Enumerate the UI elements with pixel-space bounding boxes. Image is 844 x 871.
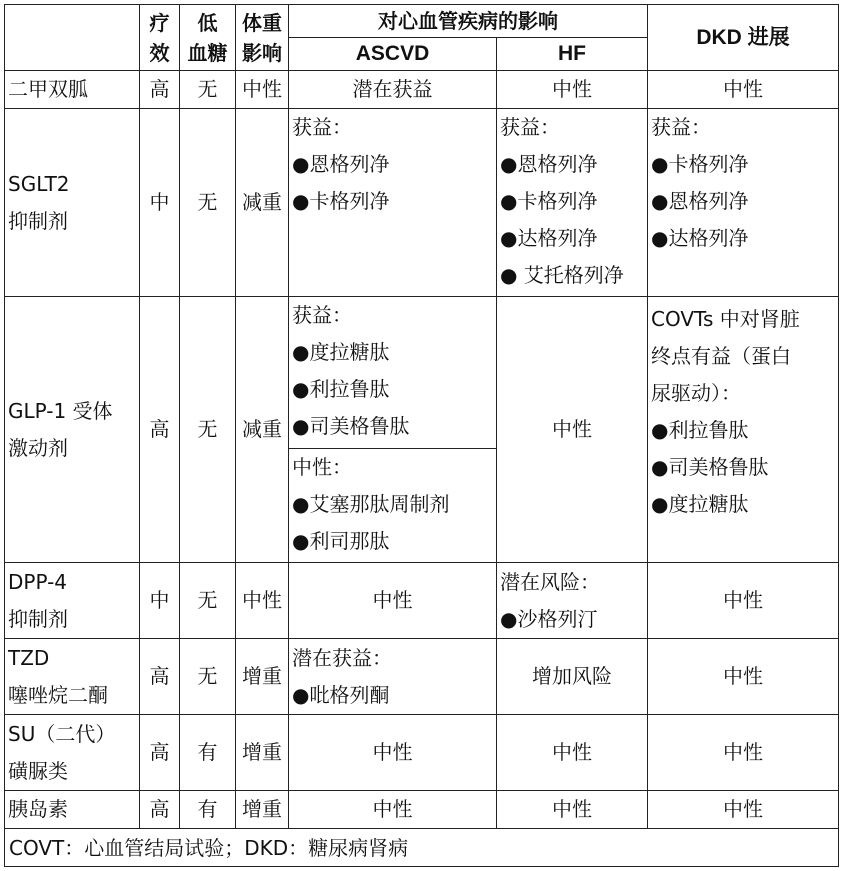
cell-line: ●达格列净 [500,226,598,250]
drug-name-cell [5,639,140,715]
cell-line: 潜在获益： [292,645,392,670]
hypo-cell: 无 [180,563,236,639]
hf-cell [497,297,648,563]
cell-line: 中性 [723,740,763,764]
ascvd-header: ASCVD [289,38,497,71]
cell-line: COVTs 中对肾脏 [651,307,800,331]
drug-name-cell [5,563,140,639]
cell-line: 中性 [552,77,592,101]
table-row [5,71,839,109]
hf-cell [497,791,648,829]
cell-line: 中性 [552,797,592,821]
cell-line: ●利拉鲁肽 [292,377,390,401]
weight-cell: 增重 [236,791,289,829]
dkd-cell [648,639,839,715]
drug-name-cell [5,791,140,829]
hf-cell [497,639,648,715]
ascvd-cell-benefit [289,297,497,449]
hypo-cell: 无 [180,639,236,715]
ascvd-cell [289,639,497,715]
cell-line: 中性 [723,797,763,821]
ascvd-cell-neutral [289,449,497,563]
ascvd-cell [289,71,497,109]
cell-line: ●沙格列汀 [500,606,598,631]
cell-line: 尿驱动）： [651,381,741,405]
cell-line: ● 艾托格列净 [500,263,624,287]
dkd-cell [648,715,839,791]
hypoglycemia-header [180,5,236,71]
footnote-row [5,829,839,867]
cell-line: 中性 [723,588,763,612]
table-row [5,639,839,715]
cell-line: ●达格列净 [651,226,749,250]
drug-name-line: 抑制剂 [8,208,68,233]
efficacy-cell: 高 [140,639,180,715]
cell-line: ●恩格列净 [500,152,598,176]
cell-line: ●恩格列净 [292,152,390,176]
drug-name-line: 噻唑烷二酮 [8,682,108,707]
efficacy-cell: 高 [140,715,180,791]
ascvd-cell [289,563,497,639]
hypo-cell: 无 [180,109,236,297]
cell-line: ●司美格鲁肽 [292,414,410,438]
header-line: 低 [197,10,218,35]
cell-line: 潜在风险： [500,569,600,594]
table-row [5,791,839,829]
drug-name-line: SU（二代） [8,721,116,746]
cell-line: 中性 [552,417,592,441]
drug-name-line: GLP-1 受体 [8,398,113,423]
dkd-cell [648,791,839,829]
efficacy-cell: 中 [140,563,180,639]
drug-name-line: SGLT2 [8,171,70,196]
cell-line: 中性 [372,797,413,821]
header-line: 疗 [149,10,170,35]
table-row [5,715,839,791]
cell-line: 中性 [372,740,413,764]
drug-name-cell [5,71,140,109]
ascvd-cell [289,109,497,297]
drug-comparison-table [4,4,839,867]
cell-line: ●吡格列酮 [292,682,390,707]
ascvd-cell [289,791,497,829]
cell-line: ●卡格列净 [292,189,390,213]
cell-line: ●恩格列净 [651,189,749,213]
table-row [5,297,839,449]
dkd-cell [648,563,839,639]
hypo-cell: 无 [180,297,236,563]
cell-line: 中性： [292,455,352,479]
cell-line: 终点有益（蛋白 [651,344,791,368]
weight-cell: 中性 [236,563,289,639]
drug-name-line: DPP-4 [8,569,68,594]
cell-line: 获益： [292,115,352,139]
header-line: 影响 [242,40,282,65]
drug-name-cell [5,109,140,297]
weight-cell: 减重 [236,109,289,297]
dkd-cell [648,71,839,109]
ascvd-cell [289,715,497,791]
drug-name-line: 抑制剂 [8,606,68,631]
cv-effect-header: 对心血管疾病的影响 [289,5,648,38]
weight-cell: 中性 [236,71,289,109]
drug-name-line: 激动剂 [8,435,68,460]
weight-header [236,5,289,71]
cell-line: 中性 [372,588,413,612]
header-line: 体重 [242,10,282,35]
efficacy-cell: 高 [140,791,180,829]
dkd-cell [648,109,839,297]
table-row [5,109,839,297]
efficacy-cell: 高 [140,297,180,563]
drug-name-line: 磺脲类 [8,758,68,783]
cell-line: 获益： [500,115,560,139]
drug-name-line: 胰岛素 [8,797,68,821]
cell-line: 潜在获益 [352,77,433,101]
drug-name-line: 二甲双胍 [8,77,88,101]
cell-line: ●度拉糖肽 [292,340,390,364]
drug-class-header [5,5,140,71]
weight-cell: 减重 [236,297,289,563]
cell-line: 获益： [292,303,352,327]
cell-line: 中性 [552,740,592,764]
cell-line: 获益： [651,115,711,139]
hf-cell [497,715,648,791]
table-row [5,563,839,639]
cell-line: ●卡格列净 [651,152,749,176]
dkd-cell [648,297,839,563]
footnote: COVT：心血管结局试验；DKD：糖尿病肾病 [5,829,839,867]
dkd-header: DKD 进展 [648,5,839,71]
hf-cell [497,109,648,297]
hf-cell [497,71,648,109]
cell-line: 增加风险 [532,664,612,688]
cell-line: ●度拉糖肽 [651,492,749,516]
hypo-cell: 有 [180,715,236,791]
header-line: 血糖 [187,40,228,65]
drug-name-cell [5,297,140,563]
weight-cell: 增重 [236,715,289,791]
cell-line: ●利司那肽 [292,529,390,553]
header-line: 效 [149,40,170,65]
hf-cell [497,563,648,639]
cell-line: ●利拉鲁肽 [651,418,749,442]
cell-line: ●司美格鲁肽 [651,455,769,479]
efficacy-cell: 高 [140,71,180,109]
hypo-cell: 无 [180,71,236,109]
hf-header: HF [497,38,648,71]
drug-name-line: TZD [8,645,50,670]
hypo-cell: 有 [180,791,236,829]
cell-line: ●艾塞那肽周制剂 [292,492,450,516]
efficacy-cell: 中 [140,109,180,297]
cell-line: 中性 [723,77,763,101]
weight-cell: 增重 [236,639,289,715]
efficacy-header [140,5,180,71]
cell-line: ●卡格列净 [500,189,598,213]
drug-name-cell [5,715,140,791]
cell-line: 中性 [723,664,763,688]
